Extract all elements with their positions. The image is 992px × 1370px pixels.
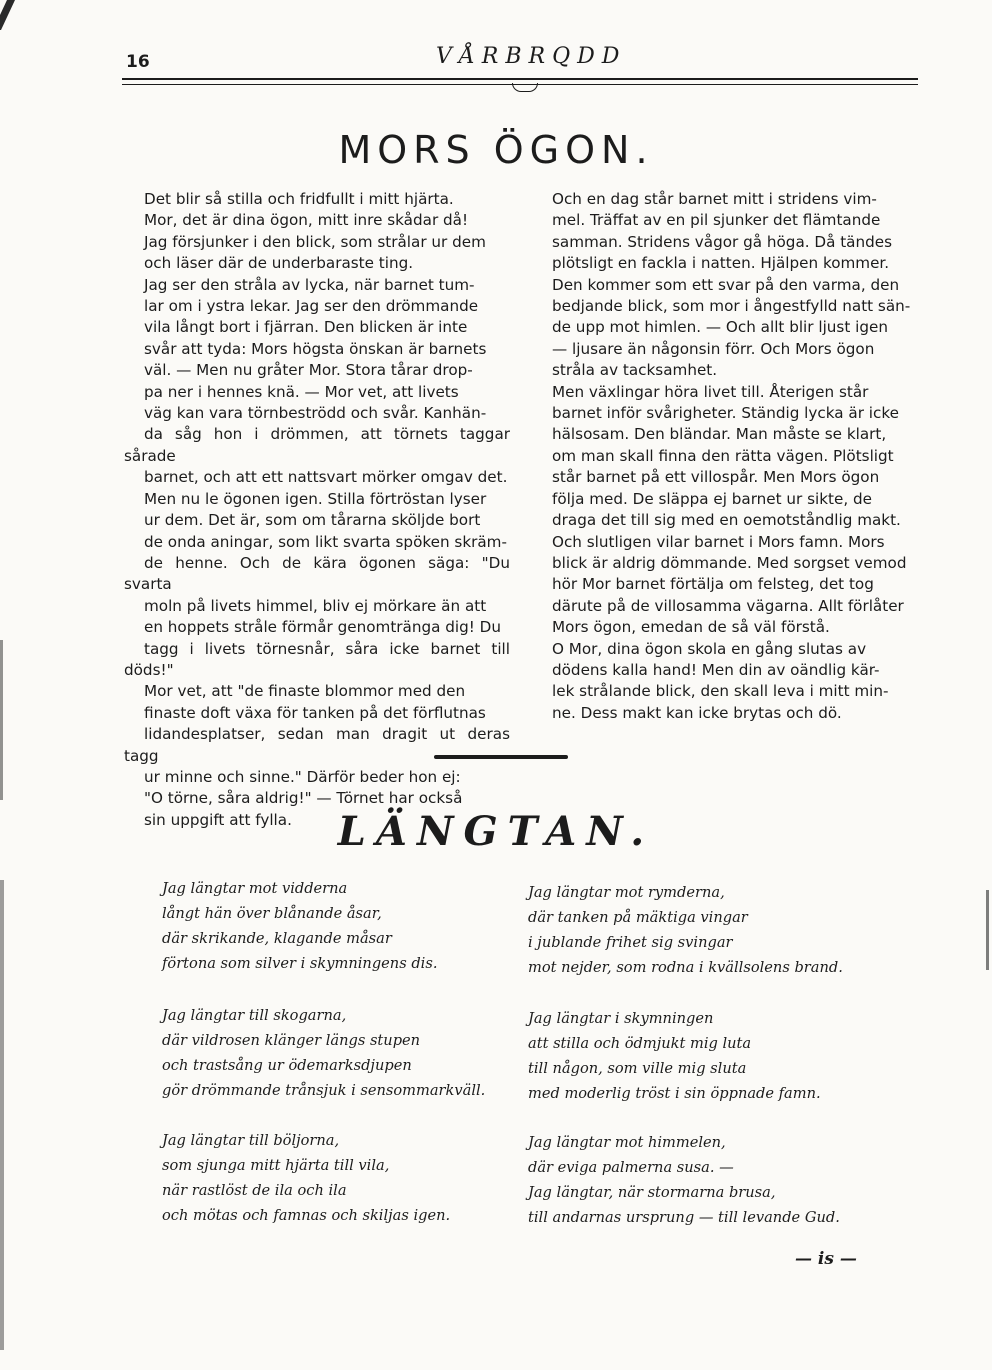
text-line: vila långt bort i fjärran. Den blicken är inte (144, 318, 468, 337)
poem-line: Jag längtar i skymningen (528, 1010, 714, 1027)
scan-edge-mark (986, 890, 989, 970)
text-line: Mor, det är dina ögon, mitt inre skådar då! (144, 211, 469, 230)
text-line: de henne. Och de kära ögonen säga: "Du svarta (124, 553, 510, 594)
header-rule (122, 78, 918, 80)
text-line: ur minne och sinne." Därför beder hon ej: (144, 767, 461, 786)
text-line: lar om i ystra lekar. Jag ser den drömmande (144, 297, 479, 316)
poem-line: i jublande frihet sig svingar (528, 934, 733, 951)
text-line: — ljusare än någonsin förr. Och Mors ögon (552, 339, 875, 358)
poem-stanza (162, 876, 437, 976)
text-line: draga det till sig med en oemotståndlig makt. (552, 511, 901, 530)
header-ornament (512, 83, 538, 92)
text-line: lek strålande blick, den skall leva i mitt min- (552, 682, 889, 701)
text-line: hör Mor barnet förtälja om felsteg, det tog (552, 575, 874, 594)
text-line: blick är aldrig dömmande. Med sorgset vemod (552, 553, 907, 572)
text-line: Mor vet, att "de finaste blommor med den (144, 682, 466, 701)
poem-line: mot nejder, som rodna i kvällsolens brand. (528, 959, 843, 976)
poem-line: där eviga palmerna susa. — (528, 1159, 734, 1176)
poem-line: där vildrosen klänger längs stupen (162, 1032, 421, 1049)
poem-line: Jag längtar mot himmelen, (528, 1134, 726, 1151)
poem-stanza (528, 880, 843, 980)
text-line: svår att tyda: Mors högsta önskan är barnets (144, 339, 487, 358)
text-line: Men växlingar höra livet till. Återigen står (552, 382, 869, 401)
poem-line: till andarnas ursprung — till levande Gud. (528, 1209, 840, 1226)
text-line: och läser där de underbaraste ting. (144, 254, 414, 273)
text-line: lidandesplatser, sedan man dragit ut deras tagg (124, 725, 510, 765)
text-line: de onda aningar, som likt svarta spöken skräm- (144, 532, 507, 551)
poem-line: att stilla och ödmjukt mig luta (528, 1035, 752, 1052)
poem-line: Jag längtar, när stormarna brusa, (528, 1184, 776, 1201)
text-line: väg kan vara törnbeströdd och svår. Kanhän- (144, 404, 487, 423)
text-line: tagg i livets törnesnår, såra icke barnet till döds!" (124, 639, 510, 679)
paragraph (532, 189, 917, 382)
text-line: därute på de villosamma vägarna. Allt förlåter (552, 596, 904, 615)
masthead-title: VÅRBRQDD (436, 44, 627, 69)
poem-line: Jag längtar mot vidderna (162, 880, 348, 897)
poem-line: förtona som silver i skymningens dis. (162, 955, 438, 972)
poem-line: där skrikande, klagande måsar (162, 930, 392, 947)
text-line: väl. — Men nu gråter Mor. Stora tårar drop- (144, 361, 473, 380)
text-line: de upp mot himlen. — Och allt blir ljust igen (552, 318, 888, 337)
text-line: stråla av tacksamhet. (552, 361, 718, 380)
scan-edge-mark (0, 880, 4, 1350)
text-line: barnet inför svårigheter. Ständig lycka är icke (552, 404, 899, 423)
poem-line: Jag längtar till böljorna, (162, 1132, 340, 1149)
poem-title: LÄNGTAN. (337, 808, 655, 855)
text-line: barnet, och att ett nattsvart mörker omgav det. (144, 468, 508, 487)
poem-stanza (528, 1006, 821, 1106)
text-line: samman. Stridens vågor gå höga. Då tändes (552, 232, 893, 251)
poem-line: Jag längtar mot rymderna, (528, 884, 725, 901)
author-signature: — is — (795, 1249, 857, 1269)
text-line: Men nu le ögonen igen. Stilla förtröstan lyser (144, 489, 487, 508)
text-line: ur dem. Det är, som om tårarna sköljde bort (144, 511, 481, 530)
text-line: Det blir så stilla och fridfullt i mitt hjärta. (144, 190, 454, 208)
section-divider (434, 755, 568, 759)
text-line: står barnet på ett villospår. Men Mors ögon (552, 468, 880, 487)
paragraph (124, 189, 510, 275)
paragraph (124, 275, 510, 682)
poem-line: Jag längtar till skogarna, (162, 1007, 347, 1024)
article-title: MORS ÖGON. (338, 128, 654, 172)
text-line: följa med. De släppa ej barnet ur sikte, de (552, 489, 872, 508)
paragraph (532, 639, 917, 725)
text-line: pa ner i hennes knä. — Mor vet, att livets (144, 382, 459, 401)
poem-line: när rastlöst de ila och ila (162, 1182, 347, 1199)
poem-stanza (528, 1130, 840, 1230)
text-line: Den kommer som ett svar på den varma, den (552, 275, 900, 294)
text-line: om man skall finna den rätta vägen. Plötsligt (552, 446, 894, 465)
text-line: Mors ögon, emedan de så väl förstå. (552, 618, 830, 637)
article-column-left (124, 189, 510, 831)
poem-stanza (162, 1128, 450, 1228)
text-line: ne. Dess makt kan icke brytas och dö. (552, 703, 842, 722)
text-line: plötsligt en fackla i natten. Hjälpen kommer. (552, 254, 890, 273)
scan-edge-mark (0, 0, 15, 30)
article-column-right (532, 189, 917, 724)
poem-stanza (162, 1003, 485, 1103)
text-line: mel. Träffat av en pil sjunker det flämtande (552, 211, 881, 230)
text-line: bedjande blick, som mor i ångestfylld natt sän- (552, 297, 911, 316)
text-line: Jag ser den stråla av lycka, när barnet tum- (144, 275, 475, 294)
poem-line: långt hän över blånande åsar, (162, 905, 382, 922)
poem-line: gör drömmande trånsjuk i sensommarkväll. (162, 1082, 486, 1099)
paragraph (532, 382, 917, 639)
text-line: dödens kalla hand! Men din av oändlig kär- (552, 660, 880, 679)
text-line: da såg hon i drömmen, att törnets taggar sårade (124, 425, 510, 465)
text-line: Jag försjunker i den blick, som strålar ur dem (144, 232, 486, 251)
poem-line: till någon, som ville mig sluta (528, 1060, 747, 1077)
scan-edge-mark (0, 640, 3, 800)
text-line: Och slutligen vilar barnet i Mors famn. Mors (552, 532, 885, 551)
poem-line: med moderlig tröst i sin öppnade famn. (528, 1085, 821, 1102)
text-line: finaste doft växa för tanken på det förflutnas (144, 703, 486, 722)
text-line: moln på livets himmel, bliv ej mörkare än att (144, 596, 487, 615)
text-line: en hoppets stråle förmår genomtränga dig! Du (144, 618, 501, 637)
text-line: sin uppgift att fylla. (144, 810, 292, 829)
poem-line: och mötas och famnas och skiljas igen. (162, 1207, 451, 1224)
poem-line: och trastsång ur ödemarksdjupen (162, 1057, 412, 1074)
page-number: 16 (126, 52, 150, 72)
text-line: hälsosam. Den bländar. Man måste se klart, (552, 425, 887, 444)
text-line: Och en dag står barnet mitt i stridens vim- (552, 190, 877, 208)
text-line: O Mor, dina ögon skola en gång slutas av (552, 639, 867, 658)
poem-line: som sjunga mitt hjärta till vila, (162, 1157, 390, 1174)
poem-line: där tanken på mäktiga vingar (528, 909, 748, 926)
text-line: "O törne, såra aldrig!" — Törnet har också (144, 789, 463, 808)
